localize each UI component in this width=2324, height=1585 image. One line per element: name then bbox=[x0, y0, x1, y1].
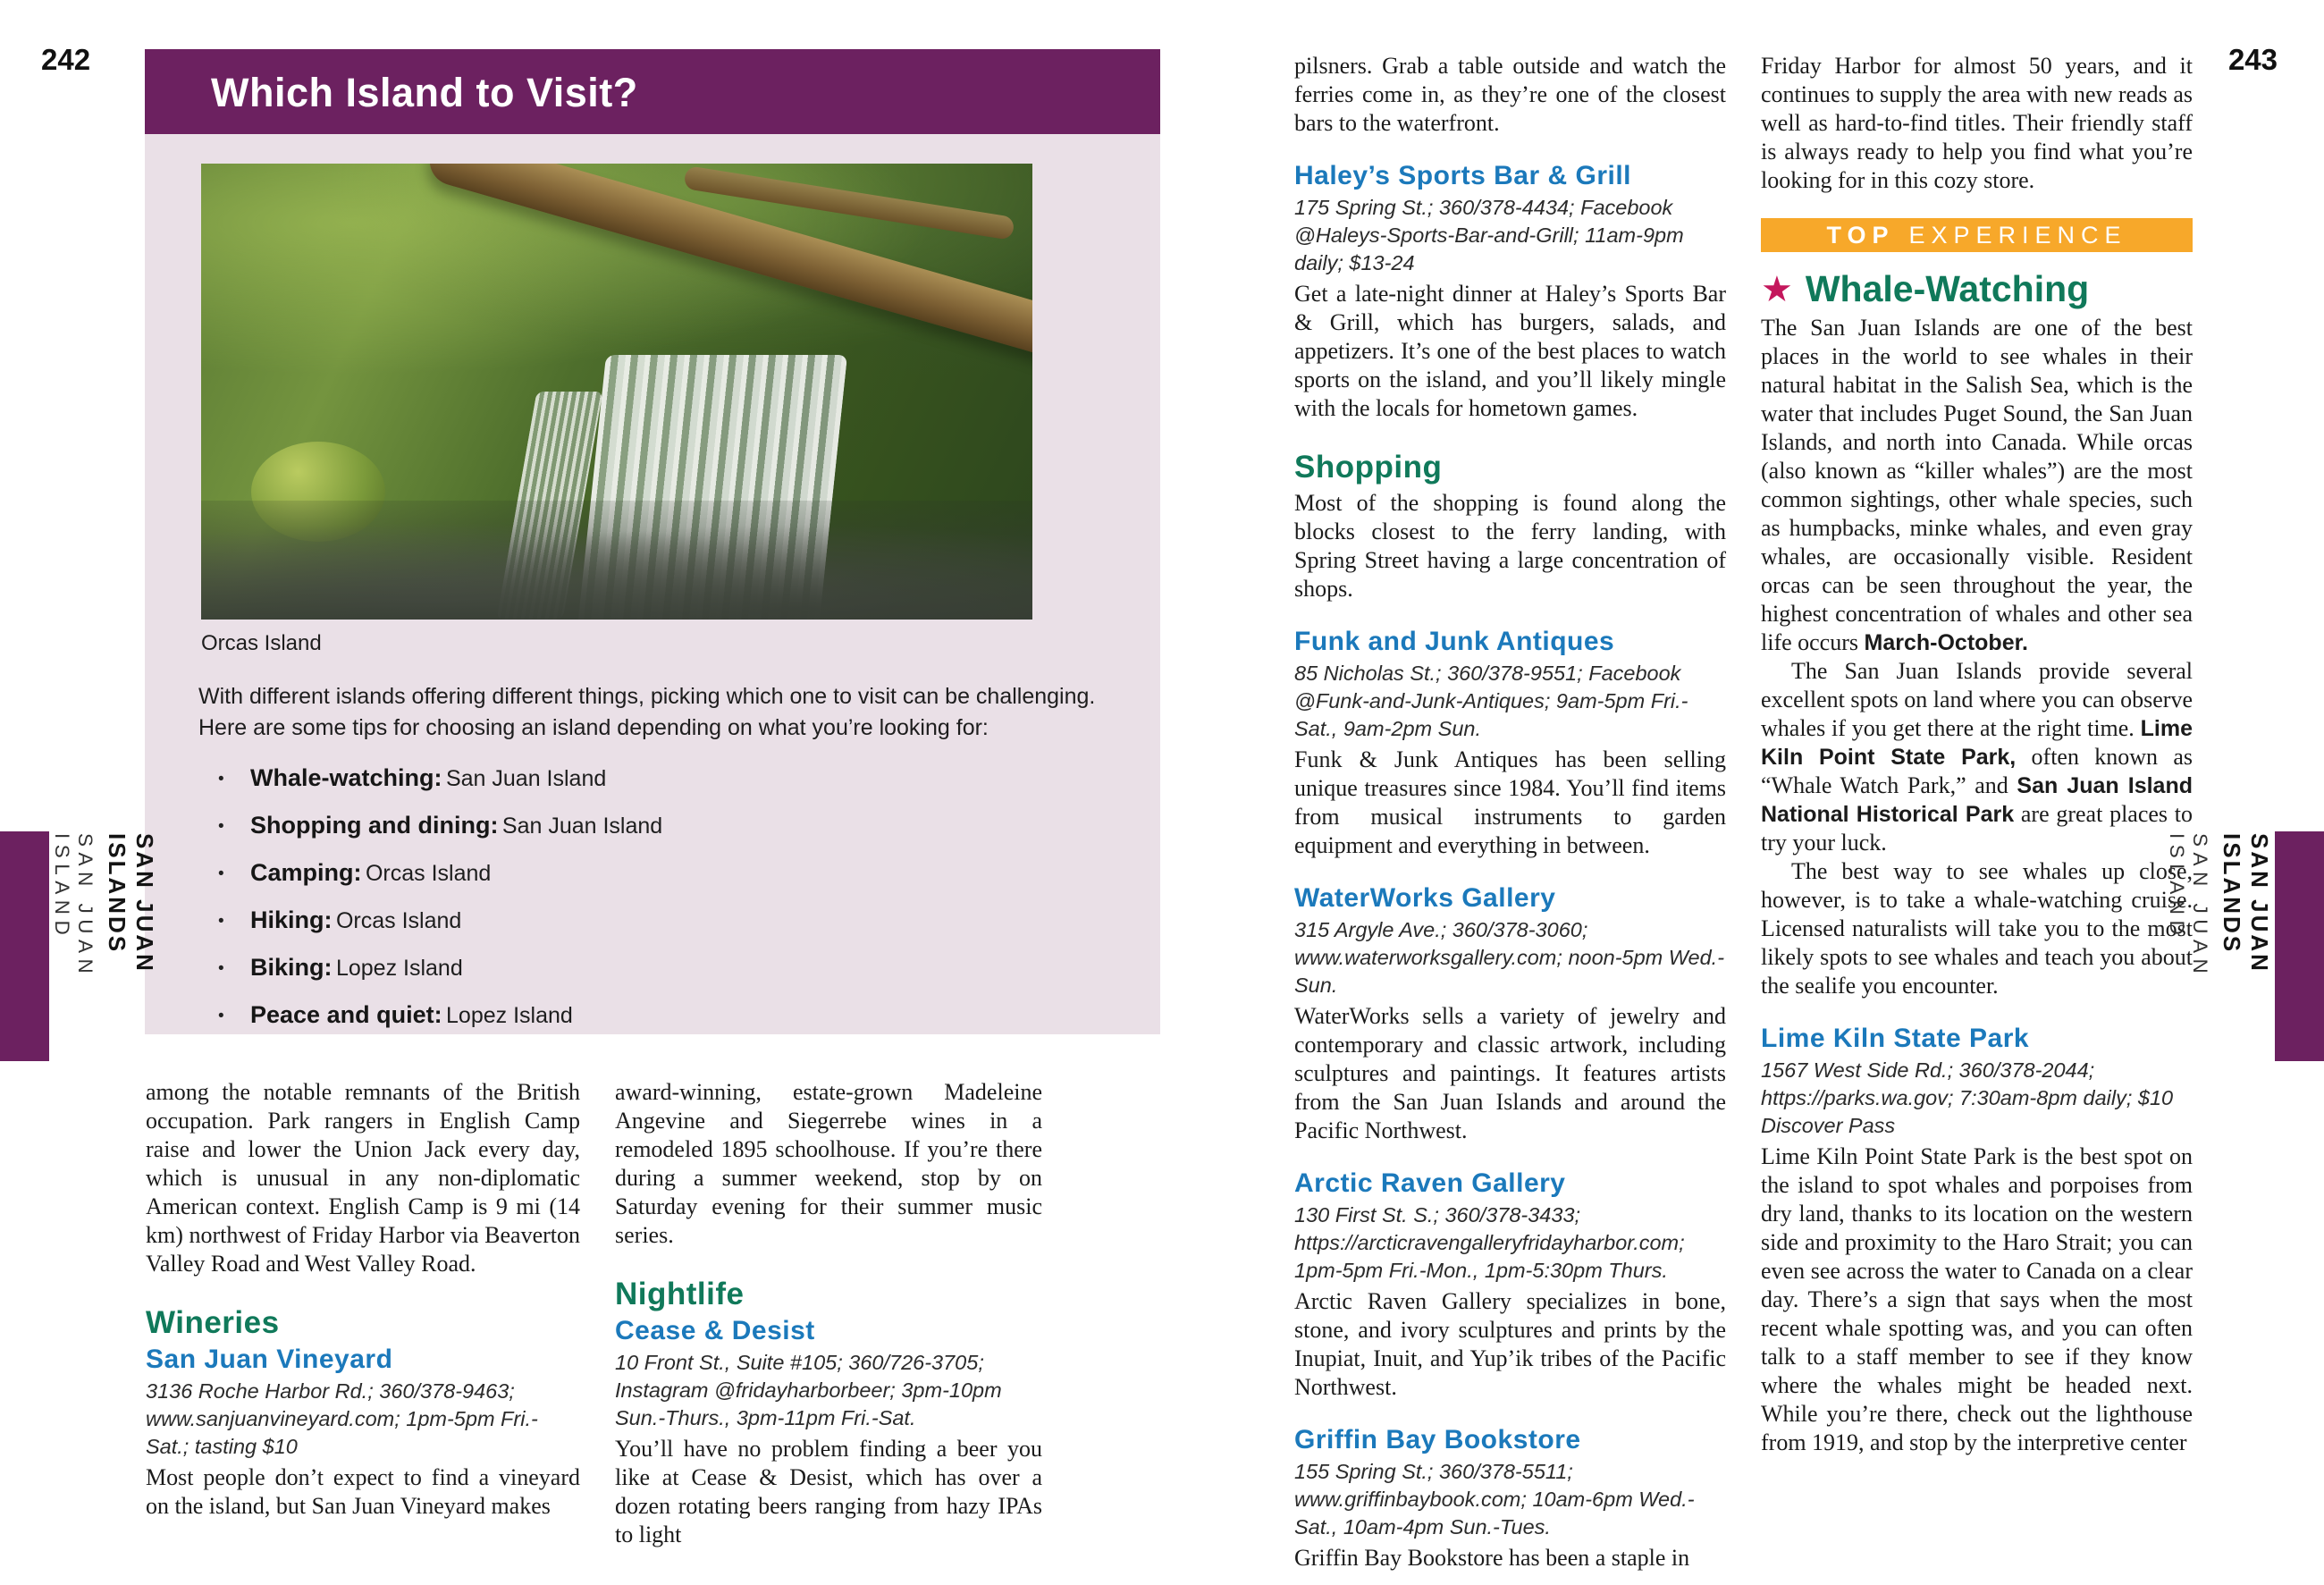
list-item bbox=[198, 906, 1092, 939]
list-item bbox=[198, 858, 1092, 891]
tip-label: Camping: bbox=[250, 859, 362, 886]
left-chapter-tab bbox=[0, 831, 49, 1061]
entry-name-funk-junk: Funk and Junk Antiques bbox=[1294, 627, 1615, 656]
paragraph-whale-1 bbox=[1761, 314, 2193, 657]
whale-paragraph-text: The San Juan Islands are one of the best places in the world to see whales in their natural habitat in the Salish Sea, which is the water that includes Puget Sound, the San Juan Islands, and north into Canada. While orcas (also known as “killer whales”) are the most common sightings, other whale species, such as humpbacks, minke whales, and even gray whales, are occasionally visible. Resident orcas can be seen throughout the year, the highest concentration of whales and other sea life occurs bbox=[1761, 315, 2193, 655]
tip-value: Orcas Island bbox=[335, 908, 462, 933]
right-chapter-tab bbox=[2275, 831, 2324, 1061]
creek-rocks-shape bbox=[201, 501, 1032, 620]
star-icon: ★ bbox=[1761, 268, 1793, 309]
entry-body-waterworks: WaterWorks sells a variety of jewelry and contemporary and classic artwork, including sculptures and paintings. It features artists from the San Juan Islands and around the Pacific Northwest. bbox=[1294, 1003, 1726, 1143]
entry-name-cease-desist: Cease & Desist bbox=[615, 1316, 815, 1345]
section-heading-shopping: Shopping bbox=[1294, 450, 1443, 485]
left-page-column-1 bbox=[146, 1078, 580, 1521]
paragraph-vineyard-wines: award-winning, estate-grown Madeleine Angevine and Siegerrebe wines in a remodeled 1895 schoolhouse. If you’re there during a summer weekend, stop by on Saturday evening for their summer music series. bbox=[615, 1079, 1042, 1248]
whale-season-bold: March-October. bbox=[1864, 630, 2028, 655]
entry-name-arctic-raven: Arctic Raven Gallery bbox=[1294, 1168, 1566, 1198]
banner-top-word: TOP bbox=[1826, 221, 1895, 249]
tip-value: Lopez Island bbox=[446, 1003, 573, 1028]
chapter-label: SAN JUAN ISLANDS bbox=[2219, 833, 2273, 974]
whale-paragraph-text: are great places to try your luck. bbox=[1761, 801, 2193, 856]
section-label: SAN JUAN ISLAND bbox=[51, 833, 97, 980]
feature-banner bbox=[145, 49, 1160, 134]
left-page-column-2 bbox=[615, 1078, 1042, 1549]
entry-body-san-juan-vineyard: Most people don’t expect to find a vineyard on the island, but San Juan Vineyard makes bbox=[146, 1464, 580, 1519]
photo-caption: Orcas Island bbox=[201, 631, 322, 655]
paragraph-griffin-continued: Friday Harbor for almost 50 years, and it continues to supply the area with new reads as well as hard-to-find titles. Their friendly staff is always ready to help you find what you’re looking for in this cozy store. bbox=[1761, 53, 2193, 193]
entry-name-san-juan-vineyard: San Juan Vineyard bbox=[146, 1345, 393, 1374]
entry-details-lime-kiln: 1567 West Side Rd.; 360/378-2044; https://parks.wa.gov; 7:30am-8pm daily; $10 Discover Pass bbox=[1761, 1058, 2174, 1137]
list-item bbox=[198, 811, 1092, 844]
section-heading-whale-watching: Whale-Watching bbox=[1805, 268, 2090, 309]
feature-title: Which Island to Visit? bbox=[211, 70, 638, 115]
entry-name-griffin-bay: Griffin Bay Bookstore bbox=[1294, 1425, 1581, 1454]
paragraph-pilsners: pilsners. Grab a table outside and watch the ferries come in, as they’re one of the closest bars to the waterfront. bbox=[1294, 53, 1726, 136]
island-tips-list bbox=[198, 749, 1092, 1033]
tip-label: Peace and quiet: bbox=[250, 1001, 442, 1028]
banner-experience-word: EXPERIENCE bbox=[1908, 221, 2127, 249]
tip-value: San Juan Island bbox=[501, 814, 663, 839]
tip-label: Biking: bbox=[250, 954, 333, 981]
entry-body-haleys: Get a late-night dinner at Haley’s Sports Bar & Grill, which has burgers, salads, and appetizers. It’s one of the best places to watch sports on the island, and you’ll likely mingle with the locals for hometown games. bbox=[1294, 281, 1726, 421]
paragraph-shopping-intro: Most of the shopping is found along the blocks closest to the ferry landing, with Spring Street having a large concentration of shops. bbox=[1294, 490, 1726, 602]
tip-value: San Juan Island bbox=[445, 766, 607, 791]
section-label: SAN JUAN ISLAND bbox=[2166, 833, 2211, 980]
entry-name-haleys: Haley’s Sports Bar & Grill bbox=[1294, 161, 1632, 190]
tip-label: Shopping and dining: bbox=[250, 812, 499, 839]
chapter-label: SAN JUAN ISLANDS bbox=[104, 833, 158, 974]
right-page-column-2 bbox=[1761, 52, 2193, 1457]
right-chapter-tab-labels bbox=[2165, 833, 2273, 1083]
list-item bbox=[198, 953, 1092, 986]
entry-body-funk-junk: Funk & Junk Antiques has been selling unique treasures since 1984. You’ll find items from musical instruments to garden equipment and everything in between. bbox=[1294, 746, 1726, 858]
whale-watching-heading-row bbox=[1761, 268, 2193, 310]
entry-body-lime-kiln: Lime Kiln Point State Park is the best spot on the island to spot whales and porpoises from dry land, thanks to its location on the western side and proximity to the Haro Strait; you can even see across the water to Canada on a clear day. There’s a sign that says when the most recent whale spotting was, and you can often talk to a staff member to see if they know where the whales might be headed next. While you’re there, check out the lighthouse from 1919, and stop by the interpretive center bbox=[1761, 1143, 2193, 1455]
section-heading-wineries: Wineries bbox=[146, 1305, 280, 1340]
list-item bbox=[198, 763, 1092, 797]
entry-details-cease-desist: 10 Front St., Suite #105; 360/726-3705; Instagram @fridayharborbeer; 3pm-10pm Sun.-Thurs., 3pm-11pm Fri.-Sat. bbox=[615, 1351, 1002, 1429]
tip-label: Whale-watching: bbox=[250, 764, 442, 791]
entry-details-funk-junk: 85 Nicholas St.; 360/378-9551; Facebook @Funk-and-Junk-Antiques; 9am-5pm Fri.-Sat., 9am-2pm Sun. bbox=[1294, 662, 1688, 740]
page-number-left: 242 bbox=[41, 43, 91, 76]
top-experience-banner bbox=[1761, 218, 2193, 252]
entry-body-griffin-bay: Griffin Bay Bookstore has been a staple in bbox=[1294, 1545, 1690, 1571]
left-chapter-tab-labels bbox=[50, 833, 158, 1083]
whale-paragraph-text: The San Juan Islands provide several excellent spots on land where you can observe whales if you get there at the right time. bbox=[1761, 658, 2193, 741]
whale-paragraph-text: often known as “Whale Watch Park,” and bbox=[1761, 744, 2193, 798]
box-intro: With different islands offering different things, picking which one to visit can be challenging. Here are some tips for choosing an island depending on what you’re looking for: bbox=[198, 684, 1096, 740]
entry-body-arctic-raven: Arctic Raven Gallery specializes in bone, stone, and ivory sculptures and prints by the Inupiat, Inuit, and Yup’ik tribes of the Pacific Northwest. bbox=[1294, 1288, 1726, 1400]
paragraph-english-camp: among the notable remnants of the British occupation. Park rangers in English Camp raise and lower the Union Jack every day, which is unusual in any non-diplomatic American context. English Camp is 9 mi (14 km) northwest of Friday Harbor via Beaverton Valley Road and West Valley Road. bbox=[146, 1079, 580, 1277]
tip-label: Hiking: bbox=[250, 906, 333, 933]
tip-value: Lopez Island bbox=[335, 956, 463, 981]
feature-box bbox=[145, 134, 1160, 1034]
orcas-island-photo bbox=[201, 164, 1032, 620]
right-page-column-1 bbox=[1294, 52, 1726, 1572]
entry-name-waterworks: WaterWorks Gallery bbox=[1294, 883, 1556, 913]
page-number-right: 243 bbox=[2227, 43, 2278, 76]
entry-name-lime-kiln: Lime Kiln State Park bbox=[1761, 1024, 2030, 1053]
section-heading-nightlife: Nightlife bbox=[615, 1277, 745, 1311]
national-historical-park-bold: San Juan Island National Historical Park bbox=[1761, 773, 2193, 827]
paragraph-whale-3: The best way to see whales up close, however, is to take a whale-watching cruise. Licensed naturalists will take you to the most likely spots to see whales and teach you about the sealife you encounter. bbox=[1761, 858, 2193, 999]
list-item bbox=[198, 1000, 1092, 1033]
tip-value: Orcas Island bbox=[365, 861, 492, 886]
entry-details-griffin-bay: 155 Spring St.; 360/378-5511; www.griffinbaybook.com; 10am-6pm Wed.-Sat., 10am-4pm Sun.-Tues. bbox=[1294, 1460, 1695, 1539]
entry-details-arctic-raven: 130 First St. S.; 360/378-3433; https://arcticravengalleryfridayharbor.com; 1pm-5pm Fri.-Mon., 1pm-5:30pm Thurs. bbox=[1294, 1203, 1685, 1282]
entry-details-san-juan-vineyard: 3136 Roche Harbor Rd.; 360/378-9463; www.sanjuanvineyard.com; 1pm-5pm Fri.-Sat.; tasting $10 bbox=[146, 1379, 538, 1458]
paragraph-whale-2 bbox=[1761, 657, 2193, 857]
entry-details-waterworks: 315 Argyle Ave.; 360/378-3060; www.waterworksgallery.com; noon-5pm Wed.-Sun. bbox=[1294, 918, 1725, 997]
lime-kiln-point-bold: Lime Kiln Point State Park, bbox=[1761, 716, 2193, 770]
entry-body-cease-desist: You’ll have no problem finding a beer you like at Cease & Desist, which has over a dozen rotating beers ranging from hazy IPAs to light bbox=[615, 1436, 1042, 1547]
entry-details-haleys: 175 Spring St.; 360/378-4434; Facebook @Haleys-Sports-Bar-and-Grill; 11am-9pm daily; $13-24 bbox=[1294, 196, 1684, 274]
